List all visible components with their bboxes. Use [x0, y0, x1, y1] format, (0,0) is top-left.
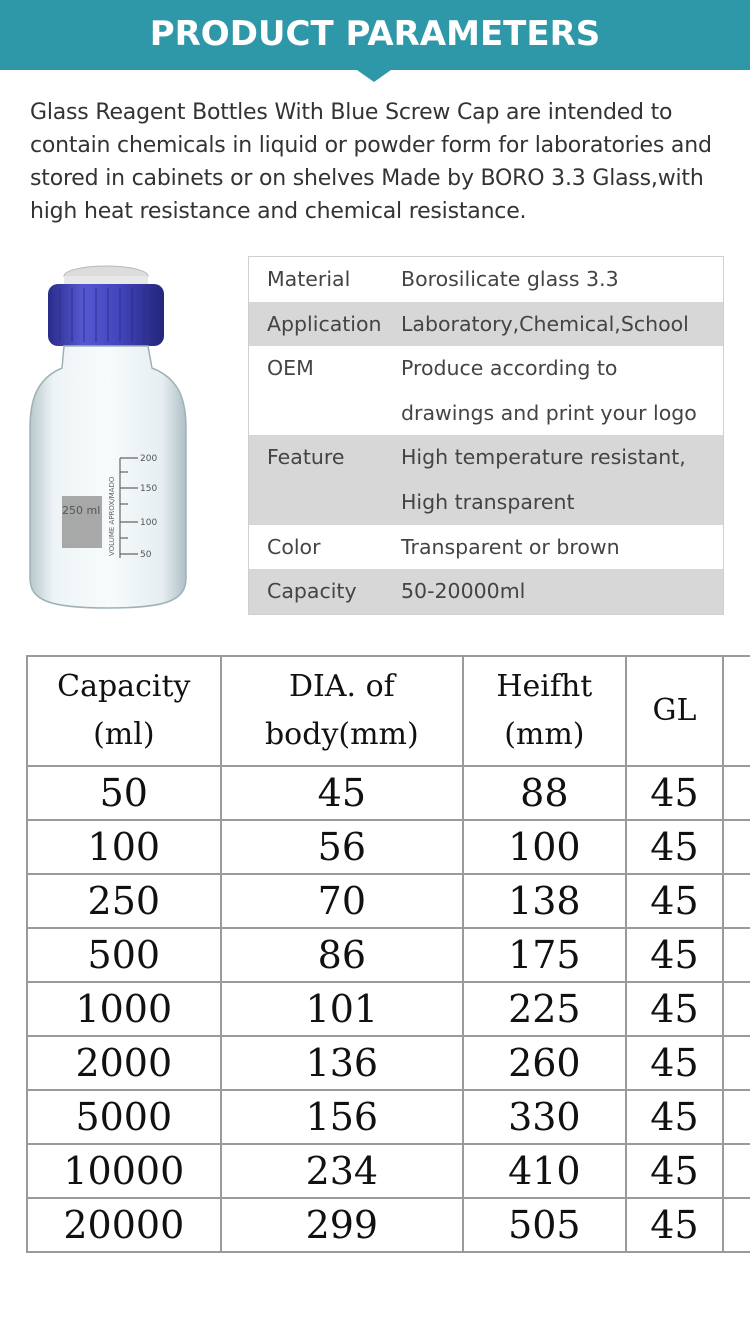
- reagent-bottle-icon: [28, 258, 200, 616]
- table-cell: 156: [221, 1090, 463, 1144]
- table-row: [27, 1090, 750, 1144]
- table-row: [27, 1144, 750, 1198]
- spec-key: OEM: [267, 356, 314, 381]
- product-description: Glass Reagent Bottles With Blue Screw Cap are intended to contain chemicals in liquid or powder form for laboratories and stored in cabinets or on shelves Made by BORO 3.3 Glass,with high heat resistance and chemical resistance.: [30, 100, 712, 224]
- table-cell: 88: [463, 766, 626, 820]
- spec-table: [248, 256, 724, 615]
- scale-150: 150: [140, 484, 158, 494]
- header-banner: [0, 0, 750, 70]
- table-cell-empty: [723, 1144, 750, 1198]
- table-cell: 45: [626, 766, 724, 820]
- table-cell: 70: [221, 874, 463, 928]
- table-cell: 136: [221, 1036, 463, 1090]
- table-cell: 45: [626, 982, 724, 1036]
- header-gl: GL: [626, 656, 724, 766]
- table-cell: 101: [221, 982, 463, 1036]
- table-cell: 45: [626, 1090, 724, 1144]
- table-cell-empty: [723, 1198, 750, 1252]
- table-cell: 50: [27, 766, 221, 820]
- spec-value: Borosilicate glass 3.3: [401, 267, 619, 291]
- scale-50: 50: [140, 550, 152, 560]
- table-cell-empty: [723, 820, 750, 874]
- spec-row-feature: [249, 435, 723, 524]
- table-cell-empty: [723, 874, 750, 928]
- table-cell-empty: [723, 928, 750, 982]
- table-cell: 56: [221, 820, 463, 874]
- size-table: [26, 655, 750, 1253]
- table-cell: 1000: [27, 982, 221, 1036]
- bottle-capacity-label: 250 ml: [62, 504, 101, 517]
- header-capacity: Capacity (ml): [27, 656, 221, 766]
- table-row: [27, 1036, 750, 1090]
- table-cell: 86: [221, 928, 463, 982]
- table-cell: 234: [221, 1144, 463, 1198]
- header-height: Heifht (mm): [463, 656, 626, 766]
- table-cell-empty: [723, 1090, 750, 1144]
- page-title: PRODUCT PARAMETERS: [149, 14, 601, 54]
- spec-value: Laboratory,Chemical,School: [401, 311, 689, 336]
- spec-key: Color: [267, 534, 321, 559]
- table-cell: 100: [27, 820, 221, 874]
- table-cell: 175: [463, 928, 626, 982]
- table-row: [27, 982, 750, 1036]
- spec-key: Material: [267, 267, 351, 291]
- table-row: [27, 928, 750, 982]
- header-extra: [723, 656, 750, 766]
- table-cell-empty: [723, 766, 750, 820]
- scale-200: 200: [140, 454, 158, 464]
- table-cell: 45: [626, 1144, 724, 1198]
- table-cell: 500: [27, 928, 221, 982]
- table-cell: 45: [626, 1198, 724, 1252]
- table-cell: 45: [626, 820, 724, 874]
- bottle-vertical-text: VOLUME APROX/MADO: [108, 476, 116, 556]
- table-cell: 505: [463, 1198, 626, 1252]
- table-cell: 2000: [27, 1036, 221, 1090]
- table-row: [27, 820, 750, 874]
- table-cell: 10000: [27, 1144, 221, 1198]
- table-cell: 45: [626, 928, 724, 982]
- spec-row-color: [249, 525, 723, 570]
- spec-row-material: [249, 257, 723, 302]
- table-cell: 20000: [27, 1198, 221, 1252]
- spec-row-application: [249, 302, 723, 347]
- table-cell: 299: [221, 1198, 463, 1252]
- scale-100: 100: [140, 518, 158, 528]
- spec-key: Application: [267, 311, 382, 336]
- header-notch: [357, 70, 391, 82]
- table-row: [27, 766, 750, 820]
- table-cell: 138: [463, 874, 626, 928]
- spec-value: Produce according to drawings and print your logo: [401, 356, 697, 425]
- table-cell: 250: [27, 874, 221, 928]
- size-table-header-row: [27, 656, 750, 766]
- table-row: [27, 1198, 750, 1252]
- spec-key: Feature: [267, 445, 345, 470]
- spec-value: Transparent or brown: [401, 534, 620, 559]
- size-table-body: [27, 766, 750, 1252]
- spec-row-capacity: [249, 569, 723, 614]
- table-cell: 5000: [27, 1090, 221, 1144]
- table-cell-empty: [723, 1036, 750, 1090]
- header-dia: DIA. of body(mm): [221, 656, 463, 766]
- table-cell: 45: [221, 766, 463, 820]
- table-cell: 45: [626, 874, 724, 928]
- table-cell: 225: [463, 982, 626, 1036]
- table-cell: 260: [463, 1036, 626, 1090]
- table-cell: 410: [463, 1144, 626, 1198]
- spec-value: 50-20000ml: [401, 579, 526, 604]
- table-cell: 45: [626, 1036, 724, 1090]
- bottle-image: [28, 258, 200, 616]
- table-cell: 100: [463, 820, 626, 874]
- spec-row-oem: [249, 346, 723, 435]
- spec-value: High temperature resistant, High transparent: [401, 445, 686, 514]
- table-row: [27, 874, 750, 928]
- table-cell-empty: [723, 982, 750, 1036]
- spec-key: Capacity: [267, 579, 357, 604]
- table-cell: 330: [463, 1090, 626, 1144]
